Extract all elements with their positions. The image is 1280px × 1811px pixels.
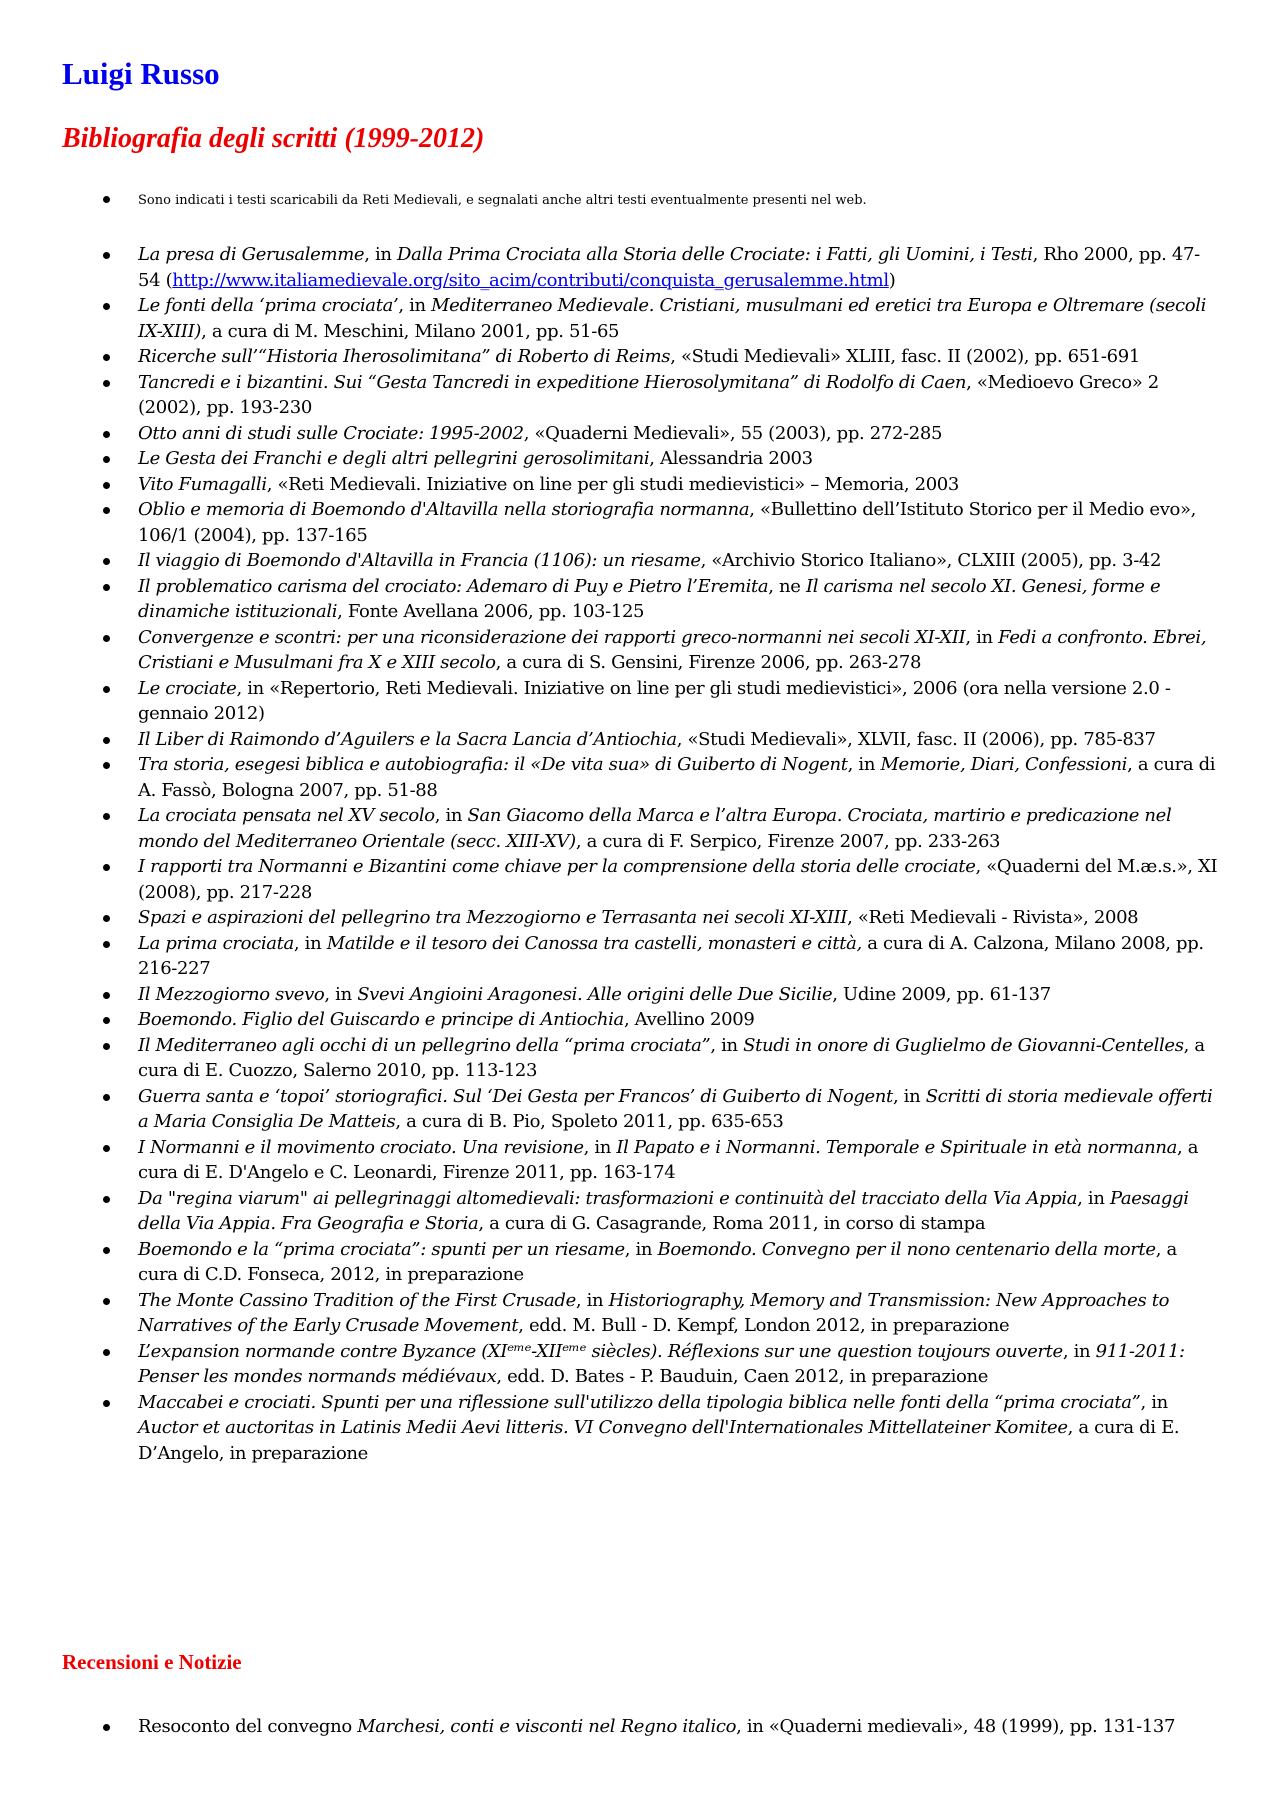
bibliography-entry xyxy=(0,242,1280,293)
entry-text: , in xyxy=(434,805,468,826)
entry-title: Tancredi e i bizantini. Sui “Gesta Tancredi in expeditione Hierosolymitana” di Rodolfo di Caen xyxy=(138,371,967,393)
entry-title: Il Mediterraneo agli occhi di un pellegrino della “prima crociata” xyxy=(138,1034,711,1056)
entry-text: , Alessandria 2003 xyxy=(649,448,813,469)
entry-text: , a cura di A. Fassò, Bologna 2007, pp. 51-88 xyxy=(138,754,1216,801)
entry-text: , a cura di M. Meschini, Milano 2001, pp. 51-65 xyxy=(201,320,620,342)
page-title: Luigi Russo xyxy=(62,56,220,91)
entry-text: , in xyxy=(710,1034,744,1056)
entry-title: Maccabei e crociati. Spunti per una riflessione sull'utilizzo della tipologia biblica nelle fonti della “prima crociata” xyxy=(138,1391,1141,1413)
entry-title: Auctor et auctoritas in Latinis Medii Aevi litteris. VI Convegno dell'Internationales Mittellateiner Komitee xyxy=(138,1417,1068,1438)
entry-text: , in xyxy=(892,1085,926,1107)
bibliography-entry xyxy=(0,676,1280,727)
bibliography-entry xyxy=(0,1339,1280,1390)
bullet-icon xyxy=(103,303,110,310)
entry-title: San Giacomo della Marca e l’altra Europa. Crociata, martirio e predicazione nel mondo del Mediterraneo Orientale (secc. XIII-XV) xyxy=(138,805,1172,852)
entry-text: , in xyxy=(293,932,327,954)
bibliography-entry xyxy=(0,370,1280,421)
bullet-icon xyxy=(103,1094,110,1101)
entry-title: Dalla Prima Crociata alla Storia delle Crociate: i Fatti, gli Uomini, i Testi xyxy=(397,244,1033,265)
entry-title: Mediterraneo Medievale. Cristiani, musulmani ed eretici tra Europa e Oltremare (secoli IX-XIII) xyxy=(138,295,1207,342)
bullet-icon xyxy=(103,1400,110,1407)
entry-title: La crociata pensata nel XV secolo xyxy=(138,805,435,826)
entry-text: , in «Repertorio, Reti Medievali. Iniziative on line per gli studi medievistici», 2006 (ora nella versione 2.0 - gennaio 2012) xyxy=(138,677,1171,724)
bibliography-entry xyxy=(0,1390,1280,1467)
bullet-icon xyxy=(103,1724,110,1731)
bibliography-entry xyxy=(0,1714,1280,1740)
bibliography-entry xyxy=(0,421,1280,447)
entry-text: , «Studi Medievali» XLIII, fasc. II (2002), pp. 651-691 xyxy=(670,346,1140,367)
entry-title: Vito Fumagalli xyxy=(138,473,267,495)
bibliography-entry xyxy=(0,548,1280,574)
entry-text: , a cura di F. Serpico, Firenze 2007, pp. 233-263 xyxy=(575,830,1001,852)
entry-text: , in xyxy=(1140,1391,1168,1413)
bullet-icon xyxy=(103,762,110,769)
entry-text: , in xyxy=(364,244,397,265)
intro-note: Sono indicati i testi scaricabili da Reti Medievali, e segnalati anche altri testi eventualmente presenti nel web. xyxy=(138,193,867,208)
entry-title: Le fonti della ‘prima crociata’ xyxy=(138,295,399,316)
bullet-icon xyxy=(103,431,110,438)
entry-text: , «Medioevo Greco» 2 (2002), pp. 193-230 xyxy=(138,371,1159,418)
entry-text: , a cura di E. D’Angelo, in preparazione xyxy=(138,1417,1180,1464)
bullet-icon xyxy=(103,196,110,203)
bullet-icon xyxy=(103,992,110,999)
bullet-icon xyxy=(103,252,110,259)
entry-title: Studi in onore di Guglielmo de Giovanni-Centelles xyxy=(743,1034,1184,1056)
bullet-icon xyxy=(103,507,110,514)
page-subtitle: Bibliografia degli scritti (1999-2012) xyxy=(62,123,485,154)
bullet-icon xyxy=(103,941,110,948)
bibliography-entry xyxy=(0,1186,1280,1237)
entry-text: , in xyxy=(965,626,999,648)
bibliography-list xyxy=(0,242,1280,1466)
entry-title: Boemondo. Convegno per il nono centenario della morte xyxy=(657,1238,1156,1260)
entry-title: Oblio e memoria di Boemondo d'Altavilla nella storiografia normanna xyxy=(138,499,750,520)
entry-text: , a cura di S. Gensini, Firenze 2006, pp. 263-278 xyxy=(495,652,922,673)
bibliography-entry xyxy=(0,1084,1280,1135)
bullet-icon xyxy=(103,456,110,463)
entry-text: , in xyxy=(1062,1340,1096,1362)
entry-title: L’expansion normande contre Byzance (XIᵉᵐᵉ-XIIᵉᵐᵉ siècles). Réflexions sur une question toujours ouverte xyxy=(138,1340,1063,1362)
entry-title: Paesaggi della Via Appia. Fra Geografia e Storia xyxy=(138,1187,1189,1234)
entry-text: ) xyxy=(888,269,896,291)
bullet-icon xyxy=(103,558,110,565)
entry-title: Boemondo e la “prima crociata”: spunti per un riesame xyxy=(138,1238,625,1260)
bullet-icon xyxy=(103,1247,110,1254)
entry-text: , «Bullettino dell’Istituto Storico per il Medio evo», 106/1 (2004), pp. 137-165 xyxy=(138,499,1197,546)
bibliography-entry xyxy=(0,472,1280,498)
entry-text: , edd. M. Bull - D. Kempf, London 2012, in preparazione xyxy=(518,1315,1010,1336)
entry-text: , in xyxy=(398,295,432,316)
bibliography-entry xyxy=(0,1135,1280,1186)
bullet-icon xyxy=(103,737,110,744)
bibliography-entry xyxy=(0,854,1280,905)
entry-title: Le crociate xyxy=(138,677,237,699)
entry-title: Marchesi, conti e visconti nel Regno italico xyxy=(357,1716,737,1737)
entry-text: , Avellino 2009 xyxy=(623,1009,755,1030)
entry-title: Le Gesta dei Franchi e degli altri pellegrini gerosolimitani xyxy=(138,448,650,469)
bibliography-entry xyxy=(0,727,1280,753)
entry-text: Resoconto del convegno xyxy=(138,1716,358,1737)
entry-title: I Normanni e il movimento crociato. Una revisione xyxy=(138,1136,584,1158)
bibliography-entry xyxy=(0,446,1280,472)
bullet-icon xyxy=(103,584,110,591)
entry-text: , a cura di E. D'Angelo e C. Leonardi, Firenze 2011, pp. 163-174 xyxy=(138,1136,1199,1183)
entry-link[interactable]: http://www.italiamedievale.org/sito_acim/contributi/conquista_gerusalemme.html xyxy=(172,269,889,291)
entry-text: , edd. D. Bates - P. Bauduin, Caen 2012, in preparazione xyxy=(496,1366,989,1387)
entry-text: , a cura di B. Pio, Spoleto 2011, pp. 635-653 xyxy=(395,1111,784,1132)
entry-text: , in xyxy=(583,1136,617,1158)
entry-title: Il Liber di Raimondo d’Aguilers e la Sacra Lancia d’Antiochia xyxy=(138,728,677,750)
entry-text: , in xyxy=(847,754,881,775)
entry-text: a cura di A. Calzona, Milano 2008, pp. 216-227 xyxy=(138,932,1204,979)
entry-title: La prima crociata xyxy=(138,932,294,954)
entry-text: , Rho 2000, pp. 47-54 ( xyxy=(138,244,1200,291)
reviews-list xyxy=(0,1714,1280,1740)
entry-text: , a cura di G. Casagrande, Roma 2011, in corso di stampa xyxy=(478,1213,986,1234)
bibliography-entry xyxy=(0,1237,1280,1288)
entry-title: Matilde e il tesoro dei Canossa tra castelli, monasteri e città, xyxy=(326,932,862,954)
entry-text: , «Quaderni Medievali», 55 (2003), pp. 272-285 xyxy=(523,422,943,444)
entry-text: , in xyxy=(1077,1187,1110,1209)
entry-title: Guerra santa e ‘topoi’ storiografici. Sul ‘Dei Gesta per Francos’ di Guiberto di Nogent xyxy=(138,1085,893,1107)
bullet-icon xyxy=(103,1145,110,1152)
entry-text: , Fonte Avellana 2006, pp. 103-125 xyxy=(337,601,645,622)
bibliography-entry xyxy=(0,905,1280,931)
entry-text: , Udine 2009, pp. 61-137 xyxy=(832,983,1051,1005)
bibliography-entry xyxy=(0,803,1280,854)
entry-text: , «Archivio Storico Italiano», CLXIII (2005), pp. 3-42 xyxy=(700,550,1162,571)
entry-text: , «Quaderni del M.æ.s.», XI (2008), pp. 217-228 xyxy=(138,856,1218,903)
entry-title: Il Papato e i Normanni. Temporale e Spirituale in età normanna xyxy=(616,1136,1177,1158)
bullet-icon xyxy=(103,1017,110,1024)
bullet-icon xyxy=(103,1298,110,1305)
bibliography-entry xyxy=(0,344,1280,370)
bullet-icon xyxy=(103,380,110,387)
entry-title: Il viaggio di Boemondo d'Altavilla in Francia (1106): un riesame xyxy=(138,550,701,571)
entry-title: Otto anni di studi sulle Crociate: 1995-2002 xyxy=(138,422,524,444)
entry-title: Scritti di storia medievale offerti a Maria Consiglia De Matteis xyxy=(138,1085,1213,1132)
bibliography-entry xyxy=(0,752,1280,803)
entry-title: Memorie, Diari, Confessioni xyxy=(880,754,1128,775)
bibliography-entry xyxy=(0,574,1280,625)
entry-title: I rapporti tra Normanni e Bizantini come chiave per la comprensione della storia delle crociate xyxy=(138,856,976,877)
bullet-icon xyxy=(103,864,110,871)
entry-title: Da "regina viarum" ai pellegrinaggi altomedievali: trasformazioni e continuità del tracciato della Via Appia xyxy=(138,1187,1078,1209)
entry-title: Svevi Angioini Aragonesi. Alle origini delle Due Sicilie xyxy=(357,983,833,1005)
entry-title: Il carisma nel secolo XI. Genesi, forme e dinamiche istituzionali xyxy=(138,575,1161,622)
entry-text: , «Studi Medievali», XLVII, fasc. II (2006), pp. 785-837 xyxy=(676,728,1156,750)
entry-title: Boemondo. Figlio del Guiscardo e principe di Antiochia xyxy=(138,1009,624,1030)
entry-title: Convergenze e scontri: per una riconsiderazione dei rapporti greco-normanni nei secoli XI-XII xyxy=(138,626,966,648)
bullet-icon xyxy=(103,813,110,820)
entry-title: Fedi a confronto. Ebrei, Cristiani e Musulmani fra X e XIII secolo xyxy=(138,626,1207,673)
bullet-icon xyxy=(103,915,110,922)
bullet-icon xyxy=(103,686,110,693)
bullet-icon xyxy=(103,354,110,361)
entry-text: , in «Quaderni medievali», 48 (1999), pp. 131-137 xyxy=(736,1716,1176,1737)
entry-text: , «Reti Medievali. Iniziative on line per gli studi medievistici» – Memoria, 2003 xyxy=(266,473,959,495)
entry-title: Tra storia, esegesi biblica e autobiografia: il «De vita sua» di Guiberto di Nogent xyxy=(138,754,848,775)
bullet-icon xyxy=(103,1043,110,1050)
bullet-icon xyxy=(103,482,110,489)
entry-text: , in xyxy=(575,1289,609,1311)
bibliography-entry xyxy=(0,293,1280,344)
entry-title: 911-2011: Penser les mondes normands médiévaux xyxy=(138,1340,1185,1387)
entry-title: The Monte Cassino Tradition of the First Crusade xyxy=(138,1289,576,1311)
entry-text: , ne xyxy=(768,575,806,597)
entry-title: Historiography, Memory and Transmission: New Approaches to Narratives of the Early Crusade Movement xyxy=(138,1289,1170,1336)
bibliography-entry xyxy=(0,982,1280,1008)
bullet-icon xyxy=(103,635,110,642)
bibliography-entry xyxy=(0,497,1280,548)
entry-title: Ricerche sull’“Historia Iherosolimitana” di Roberto di Reims xyxy=(138,346,671,367)
bibliography-entry xyxy=(0,931,1280,982)
entry-title: Il problematico carisma del crociato: Ademaro di Puy e Pietro l’Eremita xyxy=(138,575,769,597)
bibliography-entry xyxy=(0,1007,1280,1033)
entry-text: , in xyxy=(624,1238,658,1260)
entry-text: , a cura di C.D. Fonseca, 2012, in preparazione xyxy=(138,1238,1177,1285)
bibliography-entry xyxy=(0,1288,1280,1339)
entry-text: , «Reti Medievali - Rivista», 2008 xyxy=(847,907,1139,928)
entry-title: La presa di Gerusalemme xyxy=(138,244,365,265)
bullet-icon xyxy=(103,1349,110,1356)
entry-text: , in xyxy=(324,983,358,1005)
bullet-icon xyxy=(103,1196,110,1203)
bibliography-entry xyxy=(0,1033,1280,1084)
entry-text: , a cura di E. Cuozzo, Salerno 2010, pp. 113-123 xyxy=(138,1034,1205,1081)
entry-title: Il Mezzogiorno svevo xyxy=(138,983,325,1005)
bibliography-entry xyxy=(0,625,1280,676)
section-heading-reviews: Recensioni e Notizie xyxy=(62,1650,242,1674)
entry-title: Spazi e aspirazioni del pellegrino tra Mezzogiorno e Terrasanta nei secoli XI-XIII xyxy=(138,907,848,928)
